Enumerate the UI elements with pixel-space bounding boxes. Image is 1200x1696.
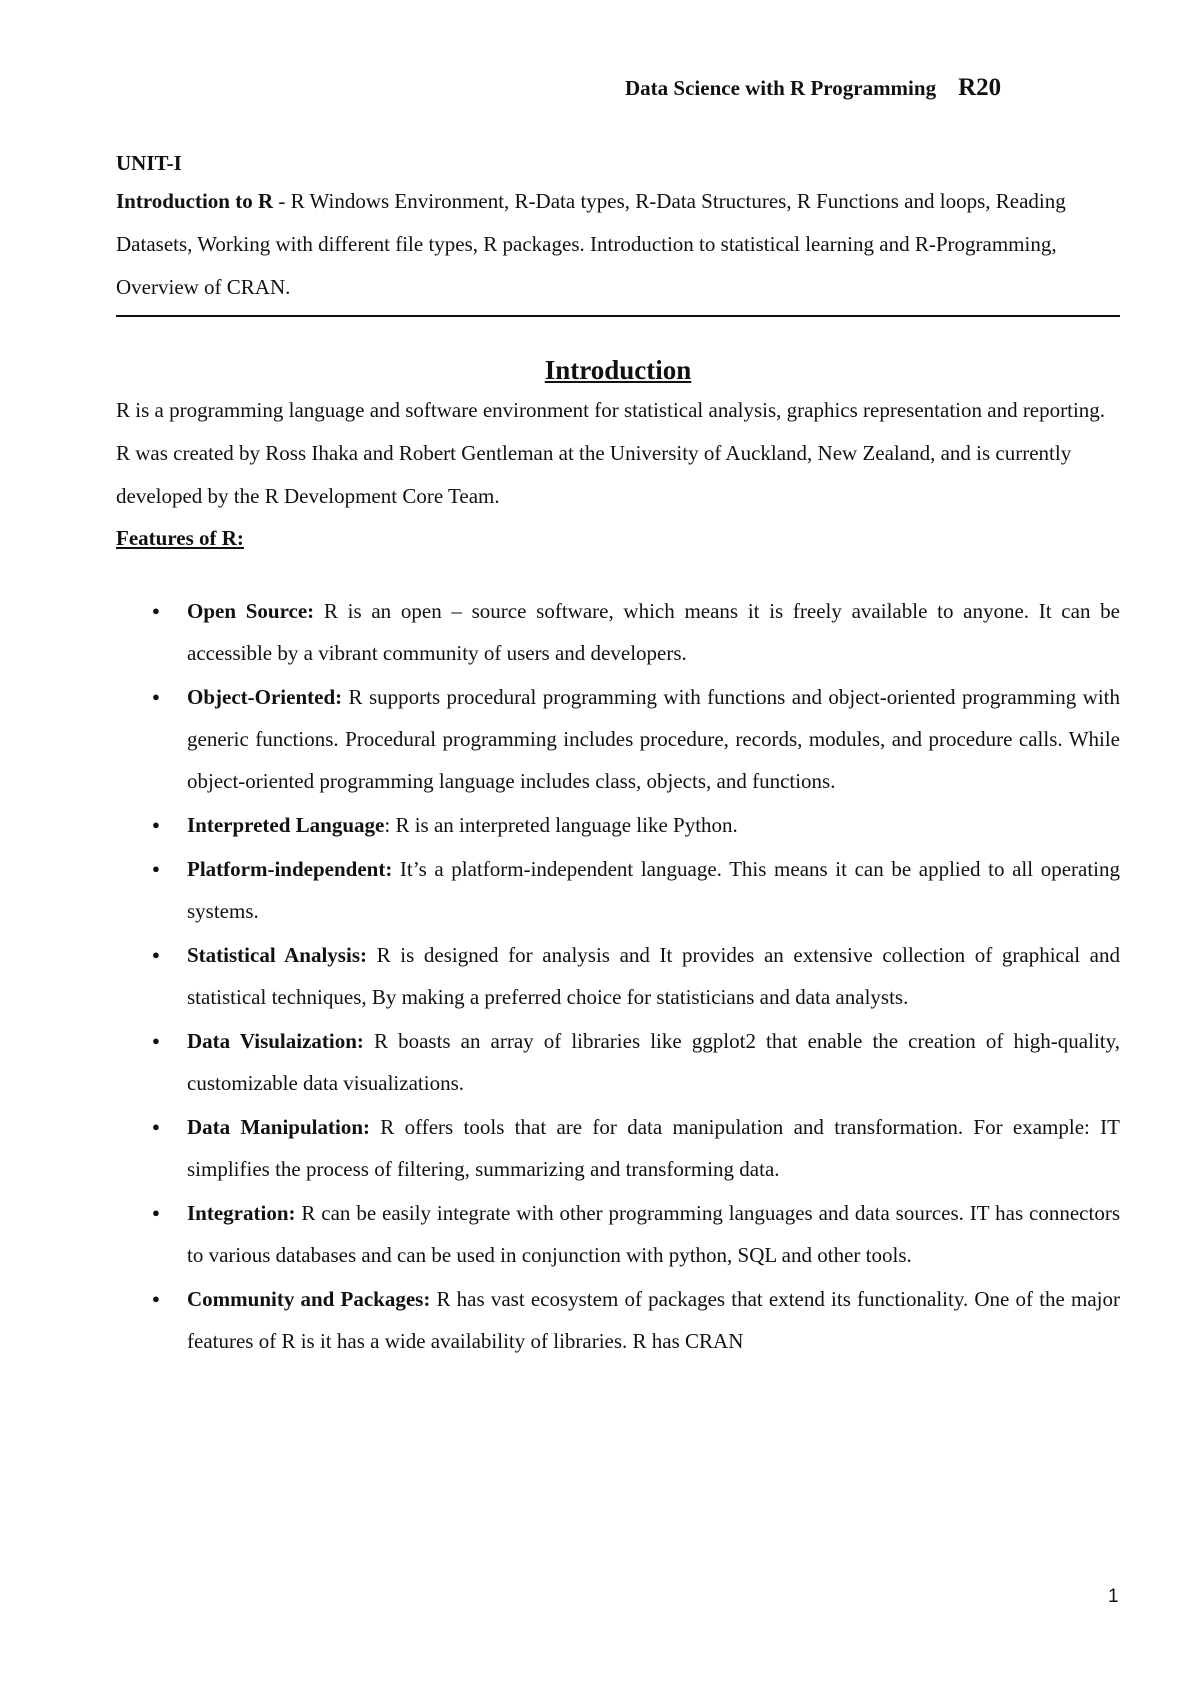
feature-term: Data Visulaization: [187, 1029, 364, 1053]
features-heading: Features of R: [116, 526, 244, 550]
course-title: Data Science with R Programming [625, 76, 937, 100]
unit-label: UNIT-I [116, 151, 182, 175]
syllabus-text: - R Windows Environment, R-Data types, R-Data Structures, R Functions and loops, Reading Datasets, Working with different file types, R packages. Introduction to statistical learning and R-Programming, Overview of CRAN. [116, 189, 1066, 299]
feature-item [116, 848, 1120, 932]
feature-term: Data Manipulation: [187, 1115, 370, 1139]
section-divider [116, 315, 1120, 317]
feature-item [116, 934, 1120, 1018]
feature-term: Open Source: [187, 599, 315, 623]
page-content [116, 148, 1120, 1364]
features-list [116, 590, 1120, 1362]
syllabus-lead: Introduction to R [116, 189, 274, 213]
section-title: Introduction [544, 355, 692, 385]
feature-text: R can be easily integrate with other programming languages and data sources. IT has connectors to various databases and can be used in conjunction with python, SQL and other tools. [187, 1201, 1120, 1267]
feature-item [116, 1020, 1120, 1104]
series-code: R20 [958, 74, 1002, 101]
feature-term: Community and Packages: [187, 1287, 431, 1311]
feature-item [116, 676, 1120, 802]
page-number: 1 [1108, 1586, 1119, 1607]
feature-text: R supports procedural programming with functions and object-oriented programming with generic functions. Procedural programming includes procedure, records, modules, and procedure calls. While object-oriented programming language includes class, objects, and functions. [187, 685, 1120, 793]
feature-term: Statistical Analysis: [187, 943, 367, 967]
feature-text: R is an open – source software, which means it is freely available to anyone. It can be accessible by a vibrant community of users and developers. [187, 599, 1120, 665]
feature-item [116, 1278, 1120, 1362]
feature-text: It’s a platform-independent language. This means it can be applied to all operating systems. [187, 857, 1120, 923]
feature-item [116, 1192, 1120, 1276]
feature-term: Integration: [187, 1201, 296, 1225]
running-header [625, 74, 1001, 102]
syllabus-paragraph [116, 180, 1120, 309]
feature-text: R boasts an array of libraries like ggplot2 that enable the creation of high-quality, customizable data visualizations. [187, 1029, 1120, 1095]
feature-text: : R is an interpreted language like Python. [384, 813, 738, 837]
feature-item [116, 590, 1120, 674]
intro-paragraph: R is a programming language and software environment for statistical analysis, graphics representation and reporting. R was created by Ross Ihaka and Robert Gentleman at the University of Auckland, New Zealand, and is currently developed by the R Development Core Team. [116, 398, 1106, 508]
feature-term: Object-Oriented: [187, 685, 343, 709]
feature-text: R has vast ecosystem of packages that extend its functionality. One of the major features of R is it has a wide availability of libraries. R has CRAN [187, 1287, 1120, 1353]
feature-term: Interpreted Language [187, 813, 385, 837]
feature-text: R offers tools that are for data manipulation and transformation. For example: IT simplifies the process of filtering, summarizing and transforming data. [187, 1115, 1120, 1181]
feature-item [116, 1106, 1120, 1190]
feature-item [116, 804, 1120, 846]
feature-term: Platform-independent: [187, 857, 393, 881]
feature-text: R is designed for analysis and It provides an extensive collection of graphical and statistical techniques, By making a preferred choice for statisticians and data analysts. [187, 943, 1120, 1009]
